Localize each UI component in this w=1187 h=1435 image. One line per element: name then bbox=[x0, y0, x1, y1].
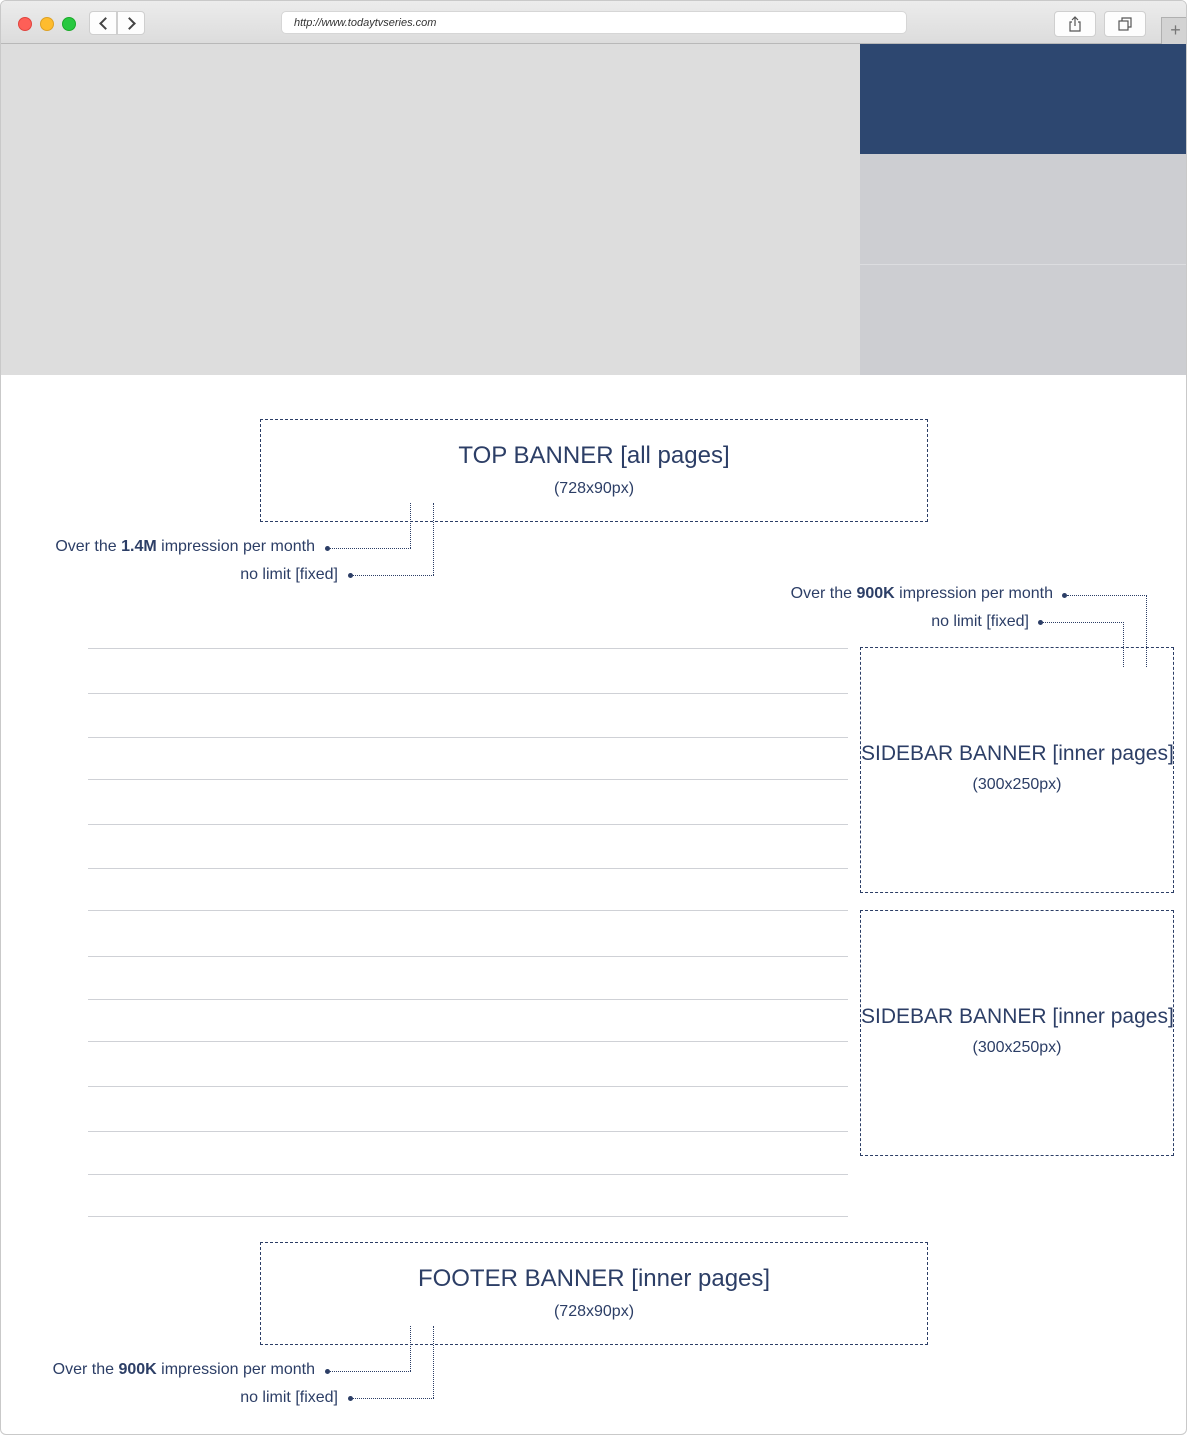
minimize-window-button[interactable] bbox=[40, 17, 54, 31]
chevron-right-icon bbox=[123, 17, 136, 30]
sidebar-block-1 bbox=[860, 154, 1187, 265]
footer-banner-title: FOOTER BANNER [inner pages] bbox=[417, 1265, 771, 1292]
zoom-window-button[interactable] bbox=[62, 17, 76, 31]
sidebar-banner-title: SIDEBAR BANNER [inner pages] bbox=[861, 742, 1174, 765]
leader-line bbox=[353, 575, 434, 576]
sidebar-banner-size: (300x250px) bbox=[972, 776, 1062, 793]
sidebar-banner-slot-1 bbox=[860, 647, 1174, 893]
content-line bbox=[88, 868, 848, 869]
top-banner-size: (728x90px) bbox=[553, 480, 635, 497]
footer-banner-impressions-note: Over the 900K impression per month bbox=[52, 1361, 315, 1378]
content-line bbox=[88, 910, 848, 911]
leader-line bbox=[330, 1371, 411, 1372]
leader-line bbox=[353, 1398, 434, 1399]
leader-line bbox=[1043, 622, 1124, 623]
share-button[interactable] bbox=[1054, 11, 1096, 37]
plus-icon: + bbox=[1170, 20, 1181, 40]
content-line bbox=[88, 737, 848, 738]
sidebar-banner-size: (300x250px) bbox=[972, 1039, 1062, 1056]
content-line bbox=[88, 1041, 848, 1042]
back-button[interactable] bbox=[89, 11, 117, 35]
sidebar-impressions-note: Over the 900K impression per month bbox=[790, 585, 1053, 602]
footer-banner-slot bbox=[260, 1242, 928, 1345]
leader-line bbox=[410, 503, 411, 548]
sidebar-limit-note: no limit [fixed] bbox=[931, 613, 1029, 630]
content-line bbox=[88, 779, 848, 780]
sidebar-block-2 bbox=[860, 265, 1187, 375]
content-line bbox=[88, 1086, 848, 1087]
leader-line bbox=[1067, 595, 1147, 596]
top-banner-slot bbox=[260, 419, 928, 522]
share-icon bbox=[1068, 16, 1082, 32]
hero-image-placeholder bbox=[1, 44, 860, 375]
forward-button[interactable] bbox=[117, 11, 145, 35]
show-tabs-button[interactable] bbox=[1104, 11, 1146, 37]
content-line bbox=[88, 1216, 848, 1217]
sidebar-header-block bbox=[860, 44, 1187, 154]
content-line bbox=[88, 824, 848, 825]
close-window-button[interactable] bbox=[18, 17, 32, 31]
top-banner-title: TOP BANNER [all pages] bbox=[458, 442, 730, 469]
chevron-left-icon bbox=[99, 17, 112, 30]
address-bar[interactable]: http://www.todaytvseries.com bbox=[281, 11, 907, 34]
content-line bbox=[88, 1174, 848, 1175]
leader-line bbox=[410, 1326, 411, 1371]
content-line bbox=[88, 999, 848, 1000]
content-line bbox=[88, 1131, 848, 1132]
footer-banner-size: (728x90px) bbox=[553, 1303, 635, 1320]
top-banner-impressions-note: Over the 1.4M impression per month bbox=[55, 538, 315, 555]
content-line bbox=[88, 956, 848, 957]
leader-line bbox=[433, 1326, 434, 1398]
footer-banner-limit-note: no limit [fixed] bbox=[240, 1389, 338, 1406]
top-banner-limit-note: no limit [fixed] bbox=[240, 566, 338, 583]
leader-line bbox=[433, 503, 434, 575]
sidebar-banner-slot-2 bbox=[860, 910, 1174, 1156]
content-line bbox=[88, 693, 848, 694]
content-line bbox=[88, 648, 848, 649]
new-tab-button[interactable] bbox=[1161, 17, 1187, 44]
leader-line bbox=[330, 548, 411, 549]
browser-toolbar bbox=[1, 1, 1187, 44]
tabs-icon bbox=[1118, 17, 1132, 31]
sidebar-banner-title: SIDEBAR BANNER [inner pages] bbox=[861, 1005, 1174, 1028]
